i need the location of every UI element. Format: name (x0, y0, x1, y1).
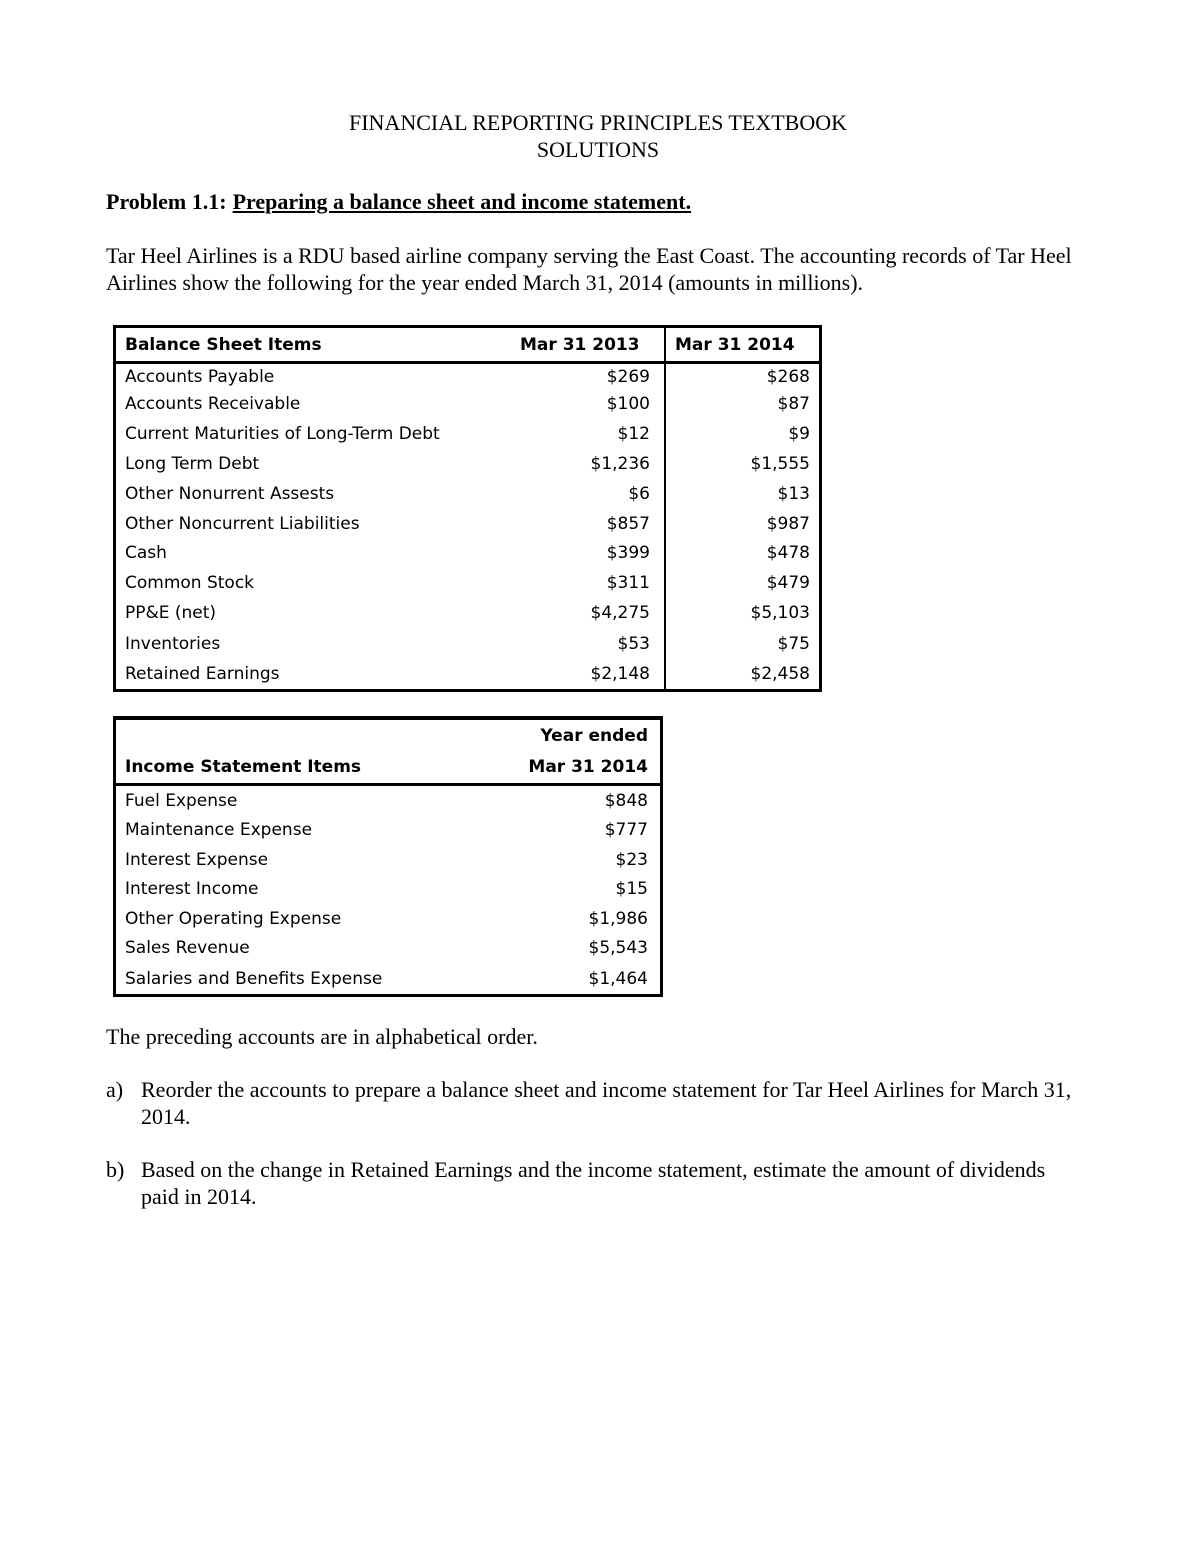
document-title-line2: SOLUTIONS (536, 137, 660, 162)
value-2014: $268 (766, 367, 810, 387)
account-label: PP&E (net) (125, 603, 217, 623)
table-row (116, 514, 819, 543)
header-divider (116, 783, 660, 786)
value-2014: $478 (766, 543, 810, 563)
account-label: Fuel Expense (125, 791, 238, 811)
account-label: Interest Expense (125, 850, 269, 870)
value-2014: $13 (777, 484, 810, 504)
value-2013: $2,148 (590, 664, 650, 684)
value-2014: $479 (766, 573, 810, 593)
value-2014: $23 (615, 850, 648, 870)
question-marker: a) (106, 1077, 124, 1102)
value-2013: $6 (628, 484, 650, 504)
value-2013: $100 (606, 394, 650, 414)
value-2014: $9 (788, 424, 810, 444)
account-label: Maintenance Expense (125, 820, 313, 840)
balance-sheet-table (113, 325, 822, 692)
table-row (116, 367, 819, 396)
value-2013: $53 (617, 634, 650, 654)
value-2014: $1,986 (588, 909, 648, 929)
account-label: Accounts Receivable (125, 394, 301, 414)
value-2014: $987 (766, 514, 810, 534)
table-row (116, 909, 660, 938)
table-row (116, 424, 819, 453)
table-row (116, 394, 819, 423)
question-text: Based on the change in Retained Earnings and the income statement, estimate the amount of dividends paid in 2014. (141, 1157, 1046, 1209)
table-row (116, 879, 660, 908)
table-row (116, 850, 660, 879)
question-marker: b) (106, 1157, 125, 1182)
value-2014: $5,543 (588, 938, 648, 958)
table-row (116, 454, 819, 483)
account-label: Other Nonurrent Assests (125, 484, 335, 504)
value-2013: $311 (606, 573, 650, 593)
table-row (116, 664, 819, 693)
table-row (116, 484, 819, 513)
table-row (116, 573, 819, 602)
table-row (116, 791, 660, 820)
value-2014: $1,464 (588, 969, 648, 989)
income-statement-items-header: Income Statement Items (125, 757, 362, 777)
value-2013: $269 (606, 367, 650, 387)
account-label: Other Noncurrent Liabilities (125, 514, 360, 534)
mar-2014-header: Mar 31 2014 (675, 335, 795, 355)
value-2014: $87 (777, 394, 810, 414)
income-statement-table (113, 716, 663, 997)
value-2014: $848 (604, 791, 648, 811)
value-2014: $2,458 (750, 664, 810, 684)
closing-note: The preceding accounts are in alphabetical order. (106, 1024, 538, 1049)
table-row (116, 603, 819, 632)
table-row (116, 543, 819, 572)
table-row (116, 820, 660, 849)
question-a (106, 1076, 1086, 1130)
document-title-line1: FINANCIAL REPORTING PRINCIPLES TEXTBOOK (349, 110, 847, 135)
value-2013: $1,236 (590, 454, 650, 474)
value-2014: $5,103 (750, 603, 810, 623)
value-2014: $777 (604, 820, 648, 840)
value-2013: $857 (606, 514, 650, 534)
account-label: Cash (125, 543, 167, 563)
table-row (116, 938, 660, 967)
account-label: Other Operating Expense (125, 909, 342, 929)
account-label: Sales Revenue (125, 938, 250, 958)
account-label: Interest Income (125, 879, 259, 899)
problem-title: Preparing a balance sheet and income statement. (232, 189, 692, 214)
value-2013: $4,275 (590, 603, 650, 623)
account-label: Accounts Payable (125, 367, 275, 387)
value-2014: $15 (615, 879, 648, 899)
year-ended-header: Year ended (540, 726, 648, 746)
question-b (106, 1156, 1086, 1210)
mar-2014-header: Mar 31 2014 (528, 757, 648, 777)
table-row (116, 969, 660, 998)
problem-number: Problem 1.1: (106, 189, 227, 214)
value-2014: $75 (777, 634, 810, 654)
account-label: Retained Earnings (125, 664, 280, 684)
table-row (116, 634, 819, 663)
account-label: Inventories (125, 634, 221, 654)
problem-heading (106, 189, 691, 215)
value-2013: $12 (617, 424, 650, 444)
value-2014: $1,555 (750, 454, 810, 474)
account-label: Current Maturities of Long-Term Debt (125, 424, 440, 444)
account-label: Salaries and Benefits Expense (125, 969, 383, 989)
balance-sheet-items-header: Balance Sheet Items (125, 335, 322, 355)
account-label: Common Stock (125, 573, 255, 593)
question-text: Reorder the accounts to prepare a balance sheet and income statement for Tar Heel Airlines for March 31, 2014. (141, 1077, 1072, 1129)
intro-paragraph: Tar Heel Airlines is a RDU based airline company serving the East Coast. The accounting records of Tar Heel Airlines show the following for the year ended March 31, 2014 (amounts in millions). (106, 243, 1072, 295)
account-label: Long Term Debt (125, 454, 260, 474)
mar-2013-header: Mar 31 2013 (520, 335, 640, 355)
value-2013: $399 (606, 543, 650, 563)
header-divider (116, 361, 819, 364)
